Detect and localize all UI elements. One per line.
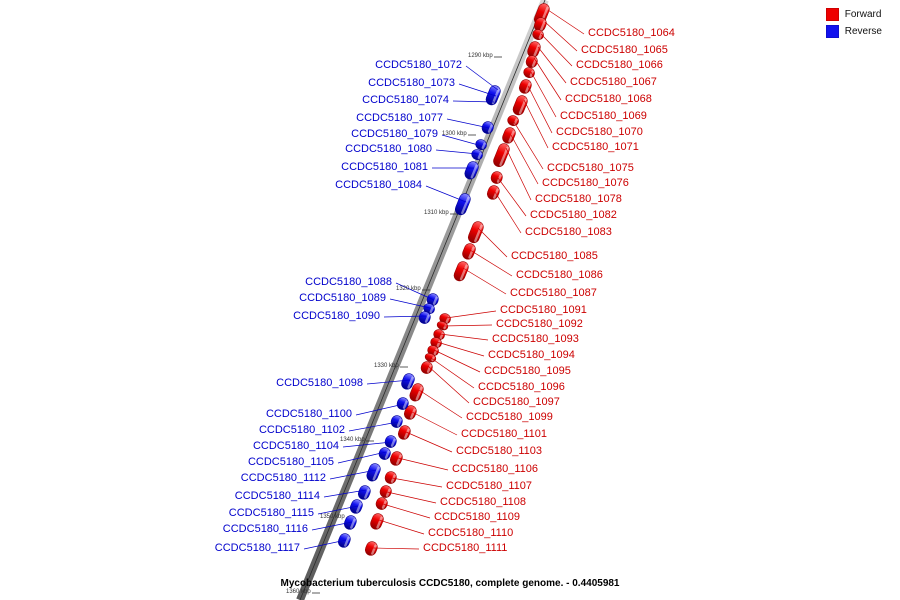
scale-tick-label: 1330 kbp [374,363,399,369]
gene-capsule[interactable] [506,114,520,127]
leader-line [443,325,492,326]
leader-line [506,148,531,200]
gene-label-forward[interactable]: CCDC5180_1091 [500,304,587,316]
scale-tick-label: 1340 kbp [340,437,365,443]
gene-feature-forward[interactable] [492,142,511,168]
gene-feature-forward[interactable] [378,484,393,499]
scale-tick-label: 1350 kbp [320,514,345,520]
gene-label-forward[interactable]: CCDC5180_1070 [556,126,643,138]
gene-label-forward[interactable]: CCDC5180_1069 [560,110,647,122]
leader-line [428,366,469,403]
gene-label-forward[interactable]: CCDC5180_1083 [525,226,612,238]
legend-label-forward: Forward [844,9,882,20]
gene-label-reverse[interactable]: CCDC5180_1112 [240,472,326,484]
leader-line [447,119,489,128]
leader-line [392,478,442,487]
gene-feature-forward[interactable] [452,260,470,283]
leader-line [387,492,436,503]
leader-line [531,72,556,117]
gene-capsule[interactable] [518,78,533,95]
scale-tick-label: 1290 kbp [468,53,493,59]
gene-label-forward[interactable]: CCDC5180_1086 [516,269,603,281]
gene-capsule[interactable] [364,540,379,557]
leader-line [412,412,457,435]
gene-label-forward[interactable]: CCDC5180_1110 [428,527,514,539]
gene-label-forward[interactable]: CCDC5180_1085 [511,250,598,262]
leader-line [419,390,462,418]
gene-label-reverse[interactable]: CCDC5180_1084 [335,179,422,191]
leader-line [524,100,548,148]
leader-line [383,504,430,518]
gene-label-reverse[interactable]: CCDC5180_1089 [299,292,386,304]
gene-label-forward[interactable]: CCDC5180_1087 [510,287,597,299]
gene-feature-reverse[interactable] [357,484,372,501]
leader-line [498,178,526,216]
gene-capsule[interactable] [378,484,393,499]
leader-line [470,250,512,276]
gene-label-forward[interactable]: CCDC5180_1108 [440,496,527,508]
gene-feature-reverse[interactable] [454,192,473,217]
leader-line [538,47,566,83]
gene-label-reverse[interactable]: CCDC5180_1105 [247,456,334,468]
gene-feature-reverse[interactable] [383,434,398,449]
leader-line [548,10,584,34]
gene-feature-forward[interactable] [389,450,404,467]
leader-line [446,311,496,318]
legend-item-reverse [826,25,882,38]
figure-caption: Mycobacterium tuberculosis CCDC5180, complete genome. - 0.4405981 [280,578,620,589]
leader-line [528,86,552,133]
gene-feature-forward[interactable] [518,78,533,95]
gene-label-forward[interactable]: CCDC5180_1075 [547,162,634,174]
gene-label-reverse[interactable]: CCDC5180_1073 [368,77,455,89]
gene-label-forward[interactable]: CCDC5180_1111 [423,542,508,554]
legend-item-forward [826,8,882,21]
scale-tick-label: 1310 kbp [424,210,449,216]
gene-label-reverse[interactable]: CCDC5180_1090 [293,310,380,322]
gene-label-forward[interactable]: CCDC5180_1092 [496,318,583,330]
scale-tick-label: 1300 kbp [442,131,467,137]
gene-label-reverse[interactable]: CCDC5180_1077 [356,112,443,124]
gene-label-reverse[interactable]: CCDC5180_1104 [252,440,339,452]
legend [826,8,882,42]
gene-label-reverse[interactable]: CCDC5180_1114 [234,490,320,502]
gene-label-forward[interactable]: CCDC5180_1078 [535,193,622,205]
scale-tick-label: 1320 kbp [396,286,421,292]
gene-capsule[interactable] [374,496,389,511]
leader-line [426,186,466,202]
gene-label-reverse[interactable]: CCDC5180_1116 [222,523,308,535]
gene-capsule[interactable] [383,434,398,449]
gene-feature-forward[interactable] [524,54,539,69]
leader-line [436,150,478,154]
leader-line [463,268,506,294]
gene-label-forward[interactable]: CCDC5180_1066 [576,59,663,71]
gene-label-reverse[interactable]: CCDC5180_1115 [228,507,314,519]
leader-line [511,135,538,184]
gene-feature-forward[interactable] [506,114,520,127]
gene-feature-forward[interactable] [374,496,389,511]
leader-line [478,228,507,257]
gene-label-forward[interactable]: CCDC5180_1093 [492,333,579,345]
gene-feature-forward[interactable] [383,470,398,485]
gene-label-reverse[interactable]: CCDC5180_1098 [276,377,363,389]
gene-label-forward[interactable]: CCDC5180_1097 [473,396,560,408]
reverse-color-swatch [826,25,839,38]
gene-label-forward[interactable]: CCDC5180_1095 [484,365,571,377]
scale-tick-label: 1360 kbp [286,589,311,595]
gene-label-forward[interactable]: CCDC5180_1099 [466,411,553,423]
gene-label-forward[interactable]: CCDC5180_1071 [552,141,639,153]
gene-label-reverse[interactable]: CCDC5180_1102 [258,424,345,436]
gene-label-reverse[interactable]: CCDC5180_1088 [305,276,392,288]
gene-label-forward[interactable]: CCDC5180_1106 [452,463,539,475]
leader-line [534,58,561,100]
leader-line [431,358,474,388]
gene-label-forward[interactable]: CCDC5180_1103 [456,445,543,457]
leader-line [434,350,480,372]
leader-line [398,458,448,470]
gene-feature-forward[interactable] [461,242,477,261]
legend-label-reverse: Reverse [844,26,882,37]
leader-line [406,432,452,452]
leader-line [541,34,572,66]
forward-color-swatch [826,8,839,21]
gene-label-reverse[interactable]: CCDC5180_1100 [265,408,352,420]
gene-label-reverse[interactable]: CCDC5180_1072 [375,59,462,71]
gene-label-forward[interactable]: CCDC5180_1107 [446,480,533,492]
leader-line [437,342,484,356]
gene-capsule[interactable] [383,470,398,485]
gene-label-reverse[interactable]: CCDC5180_1079 [351,128,438,140]
gene-label-reverse[interactable]: CCDC5180_1074 [362,94,449,106]
gene-label-forward[interactable]: CCDC5180_1068 [565,93,652,105]
gene-label-forward[interactable]: CCDC5180_1096 [478,381,565,393]
gene-label-forward[interactable]: CCDC5180_1109 [434,511,521,523]
gene-label-reverse[interactable]: CCDC5180_1080 [345,143,432,155]
gene-label-forward[interactable]: CCDC5180_1076 [542,177,629,189]
gene-label-reverse[interactable]: CCDC5180_1081 [341,161,428,173]
leader-line [373,548,419,549]
leader-line [495,192,521,233]
gene-label-reverse[interactable]: CCDC5180_1117 [214,542,300,554]
gene-label-forward[interactable]: CCDC5180_1065 [581,44,668,56]
gene-label-forward[interactable]: CCDC5180_1082 [530,209,617,221]
gene-label-forward[interactable]: CCDC5180_1094 [488,349,575,361]
gene-capsule[interactable] [524,54,539,69]
gene-label-forward[interactable]: CCDC5180_1064 [588,27,675,39]
leader-line [440,334,488,340]
gene-capsule[interactable] [389,450,404,467]
gene-capsule[interactable] [357,484,372,501]
gene-feature-reverse[interactable] [365,462,382,483]
gene-label-forward[interactable]: CCDC5180_1101 [461,428,548,440]
gene-label-forward[interactable]: CCDC5180_1067 [570,76,657,88]
leader-line [466,66,498,90]
gene-feature-forward[interactable] [364,540,379,557]
leader-line [379,520,424,534]
